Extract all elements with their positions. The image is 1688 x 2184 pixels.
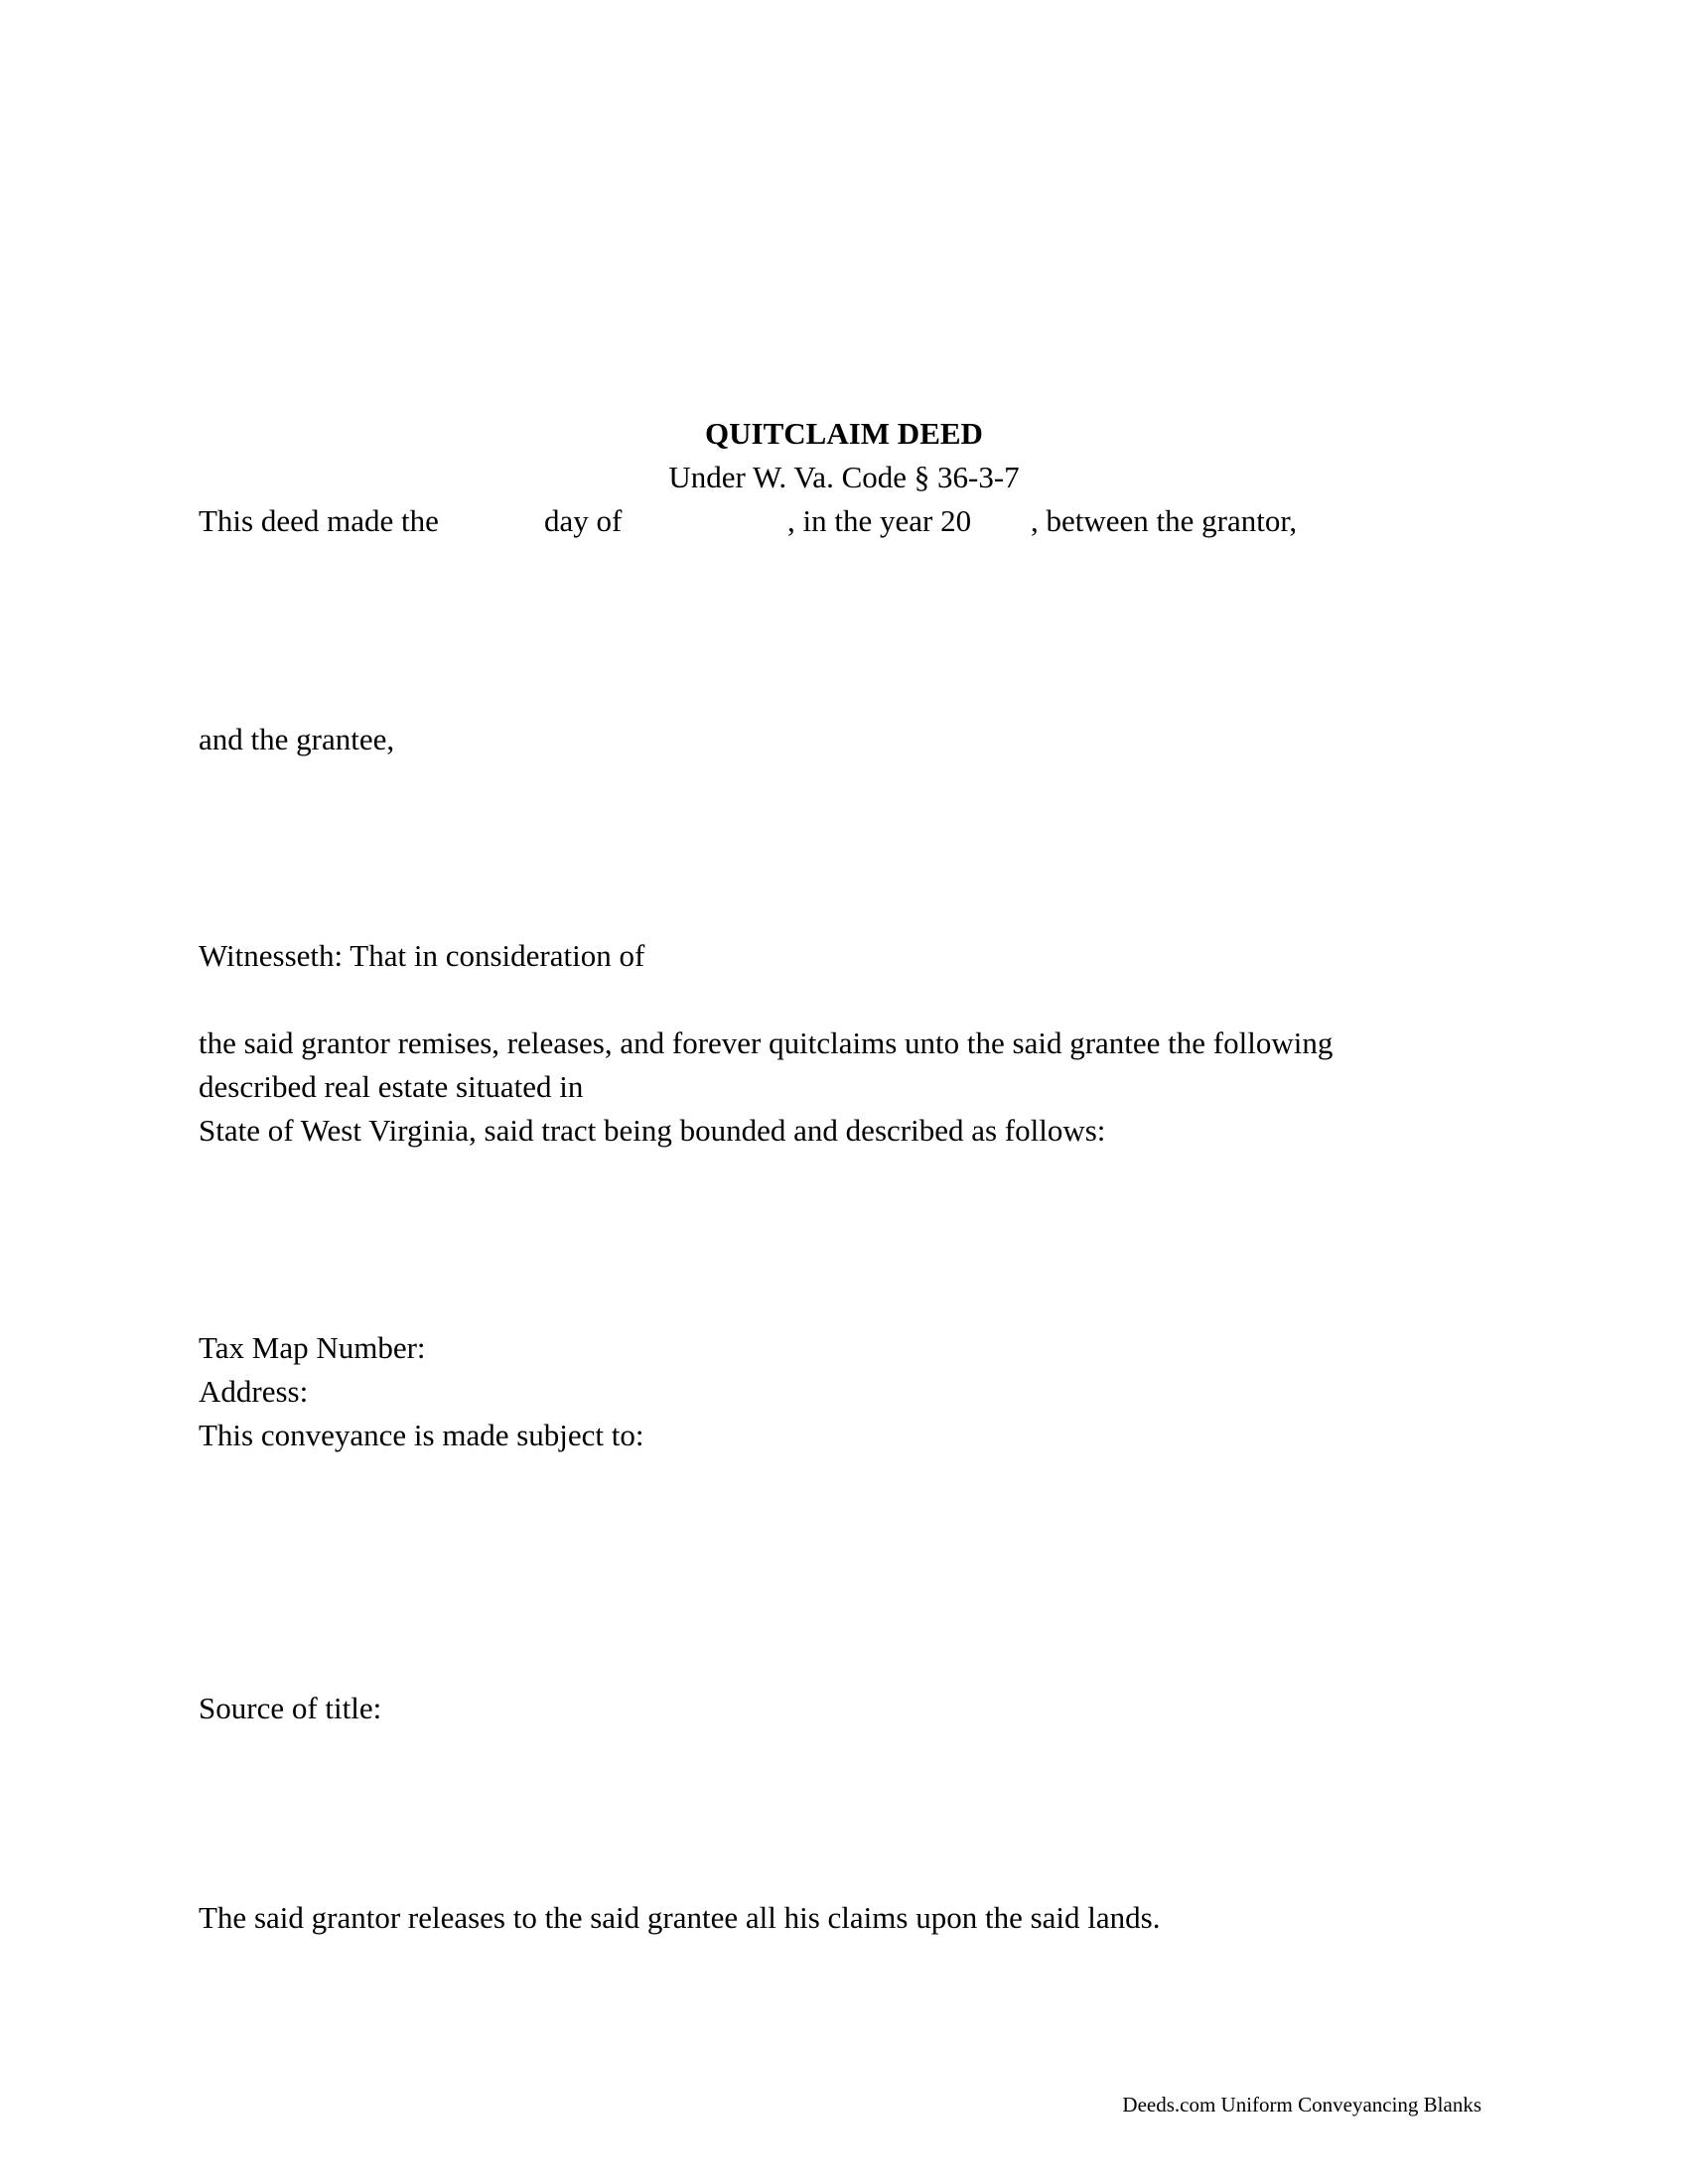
document-subtitle: Under W. Va. Code § 36-3-7 — [668, 460, 1020, 494]
remises-line-2: described real estate situated in — [199, 1069, 584, 1104]
remises-line-1: the said grantor remises, releases, and forever quitclaims unto the said grantee the following — [199, 1025, 1334, 1060]
day-of-text: day of — [544, 503, 623, 538]
year-text: , in the year 20 — [787, 503, 972, 538]
footer-text: Deeds.com Uniform Conveyancing Blanks — [1122, 2093, 1481, 2116]
grantee-line: and the grantee, — [199, 722, 395, 756]
address-label: Address: — [199, 1374, 309, 1409]
deed-made-text: This deed made the — [199, 503, 439, 538]
tax-map-number-label: Tax Map Number: — [199, 1330, 426, 1365]
source-of-title-label: Source of title: — [199, 1691, 382, 1725]
release-line: The said grantor releases to the said grantee all his claims upon the said lands. — [199, 1900, 1161, 1935]
between-grantor-text: , between the grantor, — [1031, 503, 1298, 538]
subject-to-label: This conveyance is made subject to: — [199, 1418, 644, 1452]
document-title: QUITCLAIM DEED — [705, 416, 983, 451]
witnesseth-line: Witnesseth: That in consideration of — [199, 938, 645, 973]
remises-line-3: State of West Virginia, said tract being bounded and described as follows: — [199, 1113, 1106, 1148]
